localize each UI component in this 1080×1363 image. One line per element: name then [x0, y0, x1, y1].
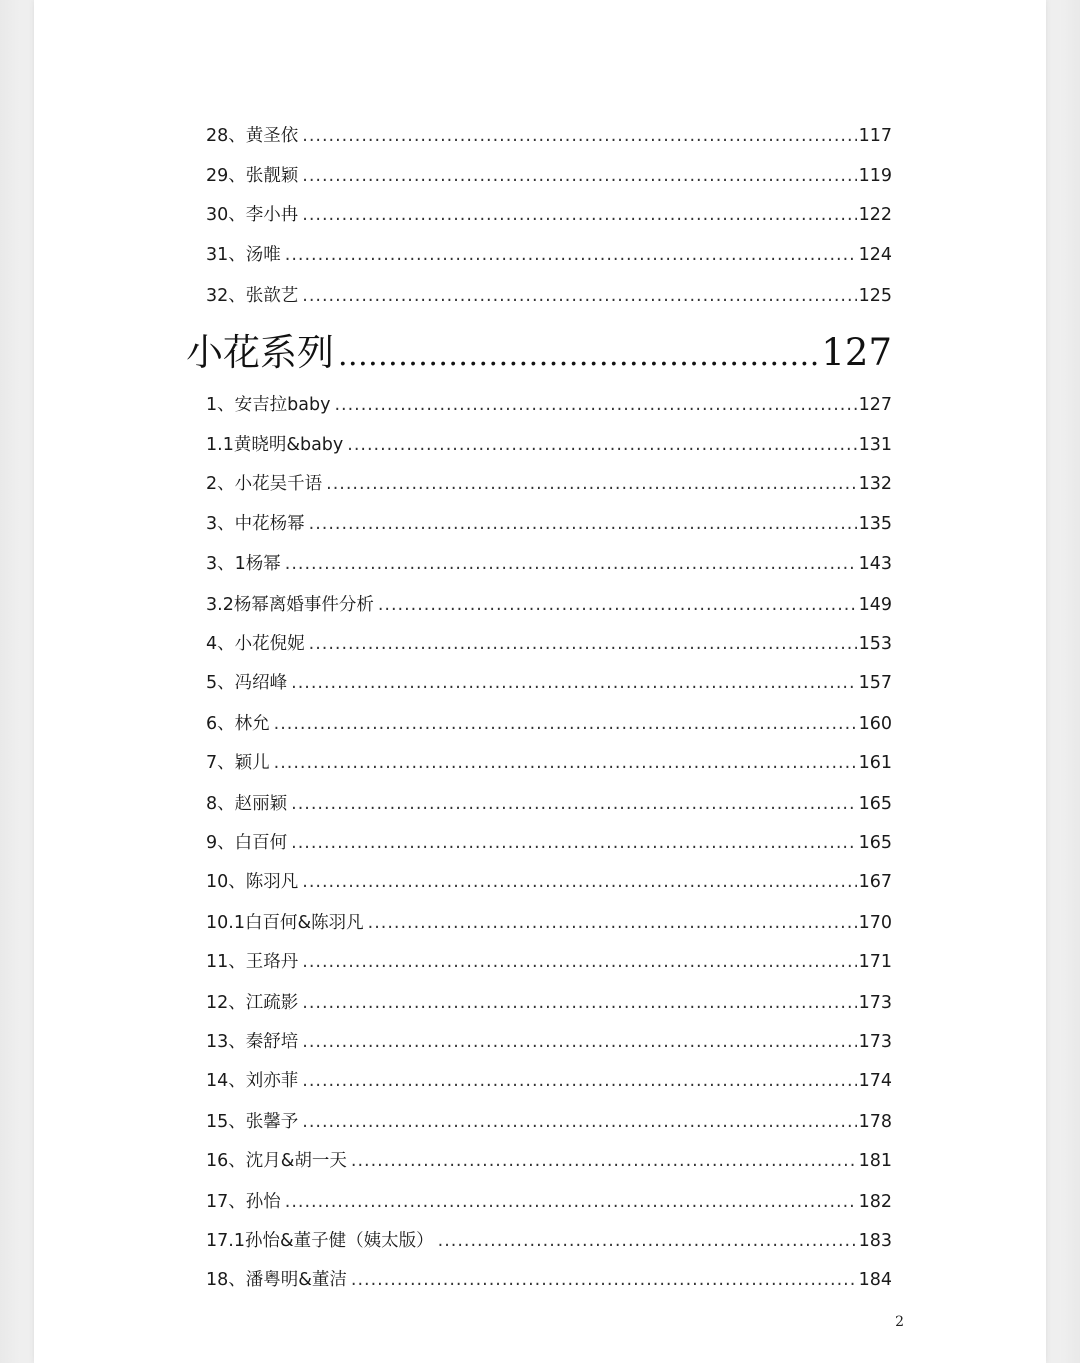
toc-entry-page: 149	[858, 595, 892, 615]
toc-entry-title: 3、中花杨幂	[206, 514, 305, 534]
toc-entry-title: 16、沈月&胡一天	[206, 1151, 347, 1171]
dot-leader	[285, 554, 857, 574]
toc-entry-title: 7、颖儿	[206, 753, 270, 773]
dot-leader	[338, 338, 819, 373]
toc-entry[interactable]	[206, 122, 892, 150]
toc-entry-title: 18、潘粤明&董洁	[206, 1270, 347, 1290]
toc-entry[interactable]	[206, 431, 892, 459]
toc-entry-page: 125	[858, 286, 892, 306]
toc-entry-title: 3、1杨幂	[206, 554, 281, 574]
toc-entry-page: 160	[858, 714, 892, 734]
toc-entry-title: 11、王珞丹	[206, 952, 299, 972]
toc-entry-title: 9、白百何	[206, 833, 288, 853]
toc-entry[interactable]	[206, 1266, 892, 1294]
dot-leader	[291, 833, 856, 853]
dot-leader	[302, 872, 856, 892]
toc-entry-page: 124	[858, 245, 892, 265]
toc-entry-title: 10、陈羽凡	[206, 872, 299, 892]
toc-entry-page: 174	[858, 1071, 892, 1091]
dot-leader	[302, 126, 856, 146]
toc-entry-title: 8、赵丽颖	[206, 794, 288, 814]
toc-entry-page: 157	[858, 673, 892, 693]
document-page	[34, 0, 1046, 1363]
toc-entry[interactable]	[206, 1188, 892, 1216]
dot-leader	[274, 714, 857, 734]
toc-entry-title: 17.1孙怡&董子健（姨太版）	[206, 1231, 434, 1251]
dot-leader	[326, 474, 856, 494]
toc-entry[interactable]	[206, 909, 892, 937]
toc-entry-title: 15、张馨予	[206, 1112, 299, 1132]
toc-entry[interactable]	[206, 1067, 892, 1095]
toc-entry-title: 29、张靓颖	[206, 166, 299, 186]
toc-entry-title: 30、李小冉	[206, 205, 299, 225]
table-of-contents	[34, 0, 1046, 1363]
dot-leader	[302, 952, 856, 972]
dot-leader	[285, 245, 857, 265]
toc-entry[interactable]	[206, 201, 892, 229]
toc-entry[interactable]	[206, 948, 892, 976]
toc-entry-page: 173	[858, 1032, 892, 1052]
toc-entry[interactable]	[206, 1147, 892, 1175]
toc-entry-title: 32、张歆艺	[206, 286, 299, 306]
toc-entry[interactable]	[206, 550, 892, 578]
dot-leader	[351, 1270, 857, 1290]
toc-entry-page: 178	[858, 1112, 892, 1132]
toc-entry[interactable]	[206, 1028, 892, 1056]
toc-entry-page: 181	[858, 1151, 892, 1171]
toc-entry-page: 131	[858, 435, 892, 455]
toc-entry[interactable]	[206, 669, 892, 697]
toc-entry-page: 184	[858, 1270, 892, 1290]
toc-entry-page: 132	[858, 474, 892, 494]
toc-entry-page: 119	[858, 166, 892, 186]
dot-leader	[309, 634, 857, 654]
toc-entry-page: 143	[858, 554, 892, 574]
dot-leader	[302, 205, 856, 225]
dot-leader	[347, 435, 856, 455]
toc-entry-page: 127	[858, 395, 892, 415]
toc-entry-title: 17、孙怡	[206, 1192, 281, 1212]
toc-entry-page: 165	[858, 794, 892, 814]
toc-entry-page: 165	[858, 833, 892, 853]
toc-entry-title: 28、黄圣依	[206, 126, 299, 146]
toc-entry-page: 135	[858, 514, 892, 534]
section-heading[interactable]	[186, 322, 892, 374]
dot-leader	[285, 1192, 857, 1212]
dot-leader	[351, 1151, 857, 1171]
toc-entry-page: 170	[858, 913, 892, 933]
toc-entry[interactable]	[206, 749, 892, 777]
toc-entry[interactable]	[206, 241, 892, 269]
dot-leader	[274, 753, 857, 773]
dot-leader	[291, 794, 856, 814]
toc-entry[interactable]	[206, 162, 892, 190]
toc-entry-page: 167	[858, 872, 892, 892]
toc-entry-title: 4、小花倪妮	[206, 634, 305, 654]
toc-entry-page: 161	[858, 753, 892, 773]
dot-leader	[309, 514, 857, 534]
toc-entry-page: 153	[858, 634, 892, 654]
toc-entry[interactable]	[206, 470, 892, 498]
toc-entry[interactable]	[206, 989, 892, 1017]
toc-entry[interactable]	[206, 790, 892, 818]
dot-leader	[438, 1231, 857, 1251]
toc-entry-page: 173	[858, 993, 892, 1013]
toc-entry-title: 1、安吉拉baby	[206, 395, 331, 415]
toc-entry-page: 122	[858, 205, 892, 225]
toc-entry-title: 5、冯绍峰	[206, 673, 288, 693]
toc-entry[interactable]	[206, 510, 892, 538]
section-heading-title: 小花系列	[186, 331, 334, 374]
toc-entry-title: 6、林允	[206, 714, 270, 734]
toc-entry-page: 183	[858, 1231, 892, 1251]
toc-entry[interactable]	[206, 1227, 892, 1255]
toc-entry-title: 14、刘亦菲	[206, 1071, 299, 1091]
dot-leader	[368, 913, 857, 933]
dot-leader	[302, 993, 856, 1013]
toc-entry[interactable]	[206, 1108, 892, 1136]
toc-entry[interactable]	[206, 868, 892, 896]
toc-entry[interactable]	[206, 710, 892, 738]
dot-leader	[334, 395, 856, 415]
toc-entry-title: 1.1黄晓明&baby	[206, 435, 344, 455]
toc-entry[interactable]	[206, 829, 892, 857]
dot-leader	[291, 673, 856, 693]
section-heading-page: 127	[821, 331, 892, 374]
dot-leader	[302, 1071, 856, 1091]
toc-entry-title: 2、小花吴千语	[206, 474, 323, 494]
dot-leader	[302, 1032, 856, 1052]
toc-entry-page: 117	[858, 126, 892, 146]
toc-entry-page: 171	[858, 952, 892, 972]
page-number: 2	[895, 1314, 904, 1330]
toc-entry-title: 12、江疏影	[206, 993, 299, 1013]
toc-entry-page: 182	[858, 1192, 892, 1212]
toc-entry-title: 31、汤唯	[206, 245, 281, 265]
dot-leader	[302, 1112, 856, 1132]
dot-leader	[378, 595, 857, 615]
toc-entry[interactable]	[206, 391, 892, 419]
toc-entry[interactable]	[206, 591, 892, 619]
toc-entry-title: 10.1白百何&陈羽凡	[206, 913, 364, 933]
dot-leader	[302, 166, 856, 186]
toc-entry[interactable]	[206, 282, 892, 310]
dot-leader	[302, 286, 856, 306]
toc-entry[interactable]	[206, 630, 892, 658]
toc-entry-title: 3.2杨幂离婚事件分析	[206, 595, 374, 615]
toc-entry-title: 13、秦舒培	[206, 1032, 299, 1052]
